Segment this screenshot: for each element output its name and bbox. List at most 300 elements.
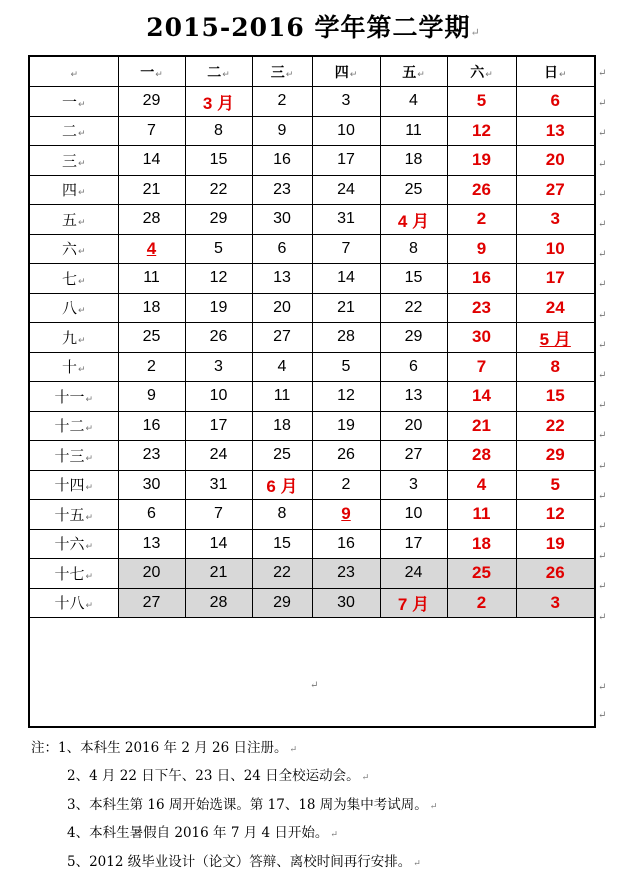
day-cell	[185, 470, 252, 500]
day-cell	[118, 470, 185, 500]
day-cell	[516, 116, 594, 146]
day-cell	[252, 382, 312, 412]
day-cell	[516, 234, 594, 264]
day-text: 29	[545, 445, 565, 465]
day-text: 12	[545, 504, 565, 524]
day-text: 14	[472, 386, 491, 406]
day-text: 5	[476, 91, 487, 111]
day-cell	[516, 205, 594, 235]
day-cell	[312, 500, 380, 530]
day-cell	[447, 234, 516, 264]
note-3	[67, 793, 437, 813]
day-cell	[252, 500, 312, 530]
week-label-text: 十六	[54, 535, 85, 554]
day-cell	[185, 382, 252, 412]
day-text: 9	[277, 121, 287, 139]
week-label-text: 八	[61, 299, 77, 318]
day-cell	[516, 323, 594, 353]
paragraph-mark-icon: ↵	[598, 339, 607, 351]
day-text: 13	[545, 120, 565, 140]
paragraph-mark-icon: ↵	[598, 490, 607, 502]
week-row	[30, 411, 594, 441]
day-text: 10	[404, 505, 423, 523]
week-label	[30, 205, 118, 235]
day-cell	[185, 323, 252, 353]
day-text: 9	[147, 387, 156, 405]
day-cell	[447, 470, 516, 500]
day-text: 2	[277, 92, 287, 110]
day-cell	[380, 323, 447, 353]
day-cell	[312, 559, 380, 589]
day-text: 4	[277, 357, 287, 375]
day-cell	[516, 411, 594, 441]
day-text: 7	[341, 239, 351, 257]
week-row	[30, 116, 594, 146]
week-label-text: 九	[61, 328, 77, 347]
paragraph-mark-icon: ↵	[598, 370, 607, 381]
day-cell	[252, 529, 312, 559]
week-label-text: 三	[61, 151, 77, 170]
day-cell	[312, 175, 380, 205]
paragraph-mark-icon: ↵	[77, 129, 86, 140]
day-cell	[312, 323, 380, 353]
week-label-text: 十八	[54, 594, 85, 613]
day-text: 17	[209, 416, 228, 434]
day-text: 4 月	[397, 211, 430, 231]
paragraph-mark-icon: ↵	[598, 460, 607, 472]
day-cell	[185, 500, 252, 530]
day-cell	[185, 116, 252, 146]
day-cell	[516, 146, 594, 176]
week-row	[30, 87, 594, 117]
week-label	[30, 470, 118, 500]
paragraph-mark-icon: ↵	[310, 680, 319, 691]
day-text: 21	[472, 415, 491, 435]
day-text: 27	[404, 446, 423, 464]
day-cell	[185, 205, 252, 235]
paragraph-mark-icon: ↵	[558, 69, 567, 80]
day-text: 6 月	[266, 477, 298, 497]
day-text: 12	[209, 269, 228, 287]
day-cell	[185, 234, 252, 264]
paragraph-mark-icon: ↵	[598, 551, 607, 563]
day-cell	[516, 500, 594, 530]
week-row	[30, 175, 594, 205]
paragraph-mark-icon: ↵	[77, 276, 86, 287]
paragraph-mark-icon: ↵	[598, 219, 607, 230]
day-text: 18	[273, 416, 291, 434]
week-label-text: 十七	[54, 564, 85, 583]
week-label-text: 十五	[54, 505, 85, 524]
day-text: 3	[550, 209, 560, 229]
day-text: 27	[142, 593, 161, 611]
day-text: 23	[142, 446, 161, 464]
day-cell	[380, 116, 447, 146]
paragraph-mark-icon: ↵	[598, 188, 607, 200]
day-text: 18	[142, 298, 161, 316]
day-cell	[118, 293, 185, 323]
week-label	[30, 382, 118, 412]
day-cell	[312, 293, 380, 323]
day-text: 21	[142, 180, 161, 198]
paragraph-mark-icon: ↵	[85, 542, 94, 553]
day-text: 30	[142, 475, 161, 493]
day-text: 23	[337, 564, 355, 582]
week-label-text: 十	[61, 358, 77, 377]
day-cell	[185, 87, 252, 117]
day-cell	[380, 441, 447, 471]
day-cell	[516, 87, 594, 117]
day-text: 17	[545, 268, 565, 288]
day-text: 13	[142, 534, 161, 552]
day-text: 2	[341, 475, 351, 493]
day-text: 13	[404, 387, 423, 405]
day-cell	[118, 382, 185, 412]
week-label	[30, 323, 118, 353]
day-cell	[118, 411, 185, 441]
day-text: 19	[209, 298, 228, 316]
header-text: 四	[334, 64, 349, 81]
day-text: 17	[404, 534, 423, 552]
day-cell	[516, 352, 594, 382]
day-text: 26	[337, 446, 355, 464]
day-cell	[185, 146, 252, 176]
corner-cell	[30, 57, 118, 87]
day-text: 28	[209, 593, 228, 611]
day-cell	[516, 293, 594, 323]
day-cell	[118, 234, 185, 264]
week-row	[30, 529, 594, 559]
day-text: 16	[472, 268, 491, 288]
paragraph-mark-icon: ↵	[598, 682, 607, 693]
day-text: 6	[409, 357, 418, 375]
week-row	[30, 470, 594, 500]
day-text: 28	[337, 328, 355, 346]
day-text: 6	[277, 239, 287, 257]
day-cell	[312, 352, 380, 382]
day-cell	[185, 293, 252, 323]
week-label	[30, 411, 118, 441]
day-cell	[118, 500, 185, 530]
day-cell	[447, 293, 516, 323]
day-text: 3	[550, 592, 560, 612]
day-text: 5 月	[539, 329, 571, 349]
day-cell	[118, 205, 185, 235]
day-cell	[252, 146, 312, 176]
day-text: 22	[209, 180, 228, 198]
day-cell	[118, 559, 185, 589]
day-text: 25	[404, 180, 423, 198]
note-1	[31, 736, 297, 756]
paragraph-mark-icon: ↵	[85, 601, 94, 612]
day-cell	[118, 116, 185, 146]
note-text: 5、2012 级毕业设计（论文）答辩、离校时间再行安排。	[67, 854, 412, 870]
day-cell	[516, 529, 594, 559]
day-text: 9	[341, 504, 351, 524]
day-cell	[252, 441, 312, 471]
day-text: 3 月	[202, 93, 235, 113]
day-cell	[252, 411, 312, 441]
week-row	[30, 264, 594, 294]
day-text: 11	[472, 504, 491, 524]
week-label-text: 十三	[54, 446, 85, 465]
day-cell	[252, 205, 312, 235]
header-text: 三	[270, 64, 285, 81]
day-text: 12	[472, 120, 491, 140]
day-cell	[516, 559, 594, 589]
day-cell	[380, 529, 447, 559]
weekday-header	[447, 57, 516, 87]
day-text: 11	[143, 269, 160, 287]
note-text: 注：1、本科生 2016 年 2 月 26 日注册。	[31, 740, 288, 756]
day-cell	[312, 116, 380, 146]
day-cell	[312, 264, 380, 294]
day-cell	[447, 146, 516, 176]
week-label-text: 七	[61, 269, 77, 288]
day-cell	[516, 175, 594, 205]
day-cell	[118, 588, 185, 618]
day-cell	[185, 264, 252, 294]
week-row	[30, 293, 594, 323]
week-row	[30, 441, 594, 471]
day-text: 31	[337, 210, 355, 228]
day-text: 6	[550, 91, 560, 111]
day-text: 6	[147, 505, 156, 523]
header-text: 二	[207, 64, 222, 81]
day-cell	[380, 293, 447, 323]
day-text: 8	[550, 356, 560, 376]
day-cell	[380, 411, 447, 441]
paragraph-mark-icon: ↵	[85, 394, 94, 405]
day-text: 24	[545, 297, 565, 317]
header-text: 一	[140, 64, 155, 81]
day-cell	[447, 382, 516, 412]
paragraph-mark-icon: ↵	[598, 249, 607, 261]
day-text: 30	[273, 210, 291, 228]
weekday-header	[312, 57, 380, 87]
note-text: 3、本科生第 16 周开始选课。第 17、18 周为集中考试周。	[67, 797, 428, 813]
week-label	[30, 529, 118, 559]
day-text: 10	[545, 238, 565, 258]
week-label-text: 六	[61, 240, 77, 259]
day-text: 7	[147, 121, 156, 139]
day-text: 2	[476, 209, 487, 229]
day-cell	[118, 529, 185, 559]
paragraph-mark-icon: ↵	[598, 521, 607, 532]
day-cell	[380, 588, 447, 618]
day-cell	[252, 559, 312, 589]
note-2	[67, 764, 369, 784]
day-text: 28	[142, 210, 161, 228]
week-label	[30, 588, 118, 618]
day-cell	[447, 588, 516, 618]
week-label-text: 二	[61, 122, 77, 141]
day-cell	[185, 352, 252, 382]
page-title	[0, 8, 627, 44]
day-cell	[516, 441, 594, 471]
paragraph-mark-icon: ↵	[222, 69, 230, 80]
week-label	[30, 441, 118, 471]
day-text: 25	[472, 563, 491, 583]
day-cell	[380, 559, 447, 589]
day-text: 29	[209, 210, 228, 228]
day-cell	[252, 352, 312, 382]
day-cell	[185, 559, 252, 589]
paragraph-mark-icon: ↵	[598, 128, 607, 140]
day-text: 10	[209, 387, 228, 405]
week-label	[30, 175, 118, 205]
day-text: 19	[545, 533, 565, 553]
week-row	[30, 205, 594, 235]
day-cell	[312, 146, 380, 176]
day-text: 23	[273, 180, 291, 198]
paragraph-mark-icon: ↵	[77, 247, 86, 258]
paragraph-mark-icon: ↵	[598, 98, 607, 110]
paragraph-mark-icon: ↵	[598, 430, 607, 442]
day-cell	[252, 116, 312, 146]
day-text: 9	[476, 238, 487, 258]
day-text: 19	[337, 416, 355, 434]
paragraph-mark-icon: ↵	[77, 306, 86, 317]
day-cell	[447, 323, 516, 353]
day-cell	[312, 441, 380, 471]
weekday-header	[380, 57, 447, 87]
paragraph-mark-icon: ↵	[598, 309, 607, 321]
paragraph-mark-icon: ↵	[349, 69, 358, 80]
day-text: 16	[337, 534, 355, 552]
header-text: 日	[543, 64, 558, 81]
day-cell	[312, 470, 380, 500]
day-text: 4	[146, 238, 157, 258]
paragraph-mark-icon: ↵	[470, 26, 481, 39]
header-row	[30, 57, 594, 87]
day-text: 8	[409, 239, 418, 257]
day-text: 16	[142, 416, 161, 434]
day-text: 5	[341, 357, 351, 375]
day-cell	[252, 470, 312, 500]
week-row	[30, 234, 594, 264]
day-text: 23	[472, 297, 491, 317]
day-text: 15	[404, 269, 423, 287]
day-cell	[118, 175, 185, 205]
paragraph-mark-icon: ↵	[417, 69, 425, 80]
day-cell	[252, 323, 312, 353]
paragraph-mark-icon: ↵	[598, 581, 607, 593]
day-text: 14	[142, 151, 161, 169]
paragraph-mark-icon: ↵	[85, 483, 94, 494]
day-text: 2	[147, 357, 156, 375]
day-text: 25	[273, 446, 291, 464]
paragraph-mark-icon: ↵	[77, 365, 86, 376]
day-text: 14	[209, 534, 228, 552]
paragraph-mark-icon: ↵	[598, 710, 607, 721]
day-text: 31	[209, 475, 228, 493]
day-cell	[447, 205, 516, 235]
note-4	[67, 821, 338, 841]
day-text: 29	[142, 92, 161, 110]
header-text: 五	[402, 64, 417, 81]
day-text: 17	[337, 151, 355, 169]
day-cell	[447, 441, 516, 471]
day-cell	[380, 146, 447, 176]
day-text: 7 月	[397, 595, 430, 615]
day-text: 28	[472, 445, 491, 465]
week-label	[30, 264, 118, 294]
day-text: 4	[476, 474, 487, 494]
day-text: 7	[214, 505, 223, 523]
paragraph-mark-icon: ↵	[85, 424, 94, 435]
day-cell	[118, 323, 185, 353]
day-text: 7	[476, 356, 487, 376]
week-label	[30, 234, 118, 264]
day-text: 11	[273, 387, 291, 405]
paragraph-mark-icon: ↵	[598, 611, 607, 623]
day-text: 8	[214, 121, 223, 139]
day-text: 5	[550, 474, 560, 494]
paragraph-mark-icon: ↵	[85, 571, 94, 582]
day-cell	[252, 264, 312, 294]
paragraph-mark-icon: ↵	[77, 335, 86, 346]
day-text: 15	[273, 534, 291, 552]
week-label	[30, 500, 118, 530]
weekday-header	[252, 57, 312, 87]
day-text: 15	[545, 386, 565, 406]
paragraph-mark-icon: ↵	[285, 69, 294, 80]
day-cell	[447, 411, 516, 441]
week-label-text: 四	[61, 181, 77, 200]
week-label	[30, 352, 118, 382]
day-text: 24	[209, 446, 228, 464]
day-text: 19	[472, 150, 491, 170]
semester-calendar-table	[30, 57, 594, 618]
day-cell	[252, 234, 312, 264]
week-label-text: 一	[61, 92, 77, 111]
day-cell	[447, 116, 516, 146]
week-label-text: 十一	[54, 387, 85, 406]
day-cell	[447, 264, 516, 294]
day-cell	[447, 559, 516, 589]
day-text: 24	[404, 564, 423, 582]
paragraph-mark-icon: ↵	[598, 68, 607, 79]
day-text: 20	[273, 298, 291, 316]
day-text: 14	[337, 269, 355, 287]
day-cell	[380, 352, 447, 382]
day-text: 3	[214, 357, 223, 375]
day-cell	[380, 382, 447, 412]
week-label	[30, 87, 118, 117]
paragraph-mark-icon: ↵	[77, 158, 86, 169]
day-text: 22	[273, 564, 291, 582]
day-cell	[185, 411, 252, 441]
day-cell	[185, 529, 252, 559]
day-cell	[118, 264, 185, 294]
day-text: 30	[337, 593, 355, 611]
day-cell	[118, 352, 185, 382]
day-text: 24	[337, 180, 355, 198]
day-text: 10	[337, 121, 355, 139]
day-cell	[252, 175, 312, 205]
paragraph-mark-icon: ↵	[413, 859, 421, 869]
day-cell	[380, 234, 447, 264]
day-cell	[516, 470, 594, 500]
paragraph-mark-icon: ↵	[485, 69, 493, 80]
day-cell	[447, 500, 516, 530]
day-cell	[447, 352, 516, 382]
paragraph-mark-icon: ↵	[70, 69, 79, 80]
day-text: 20	[545, 150, 565, 170]
day-cell	[312, 529, 380, 559]
day-text: 11	[405, 121, 422, 139]
